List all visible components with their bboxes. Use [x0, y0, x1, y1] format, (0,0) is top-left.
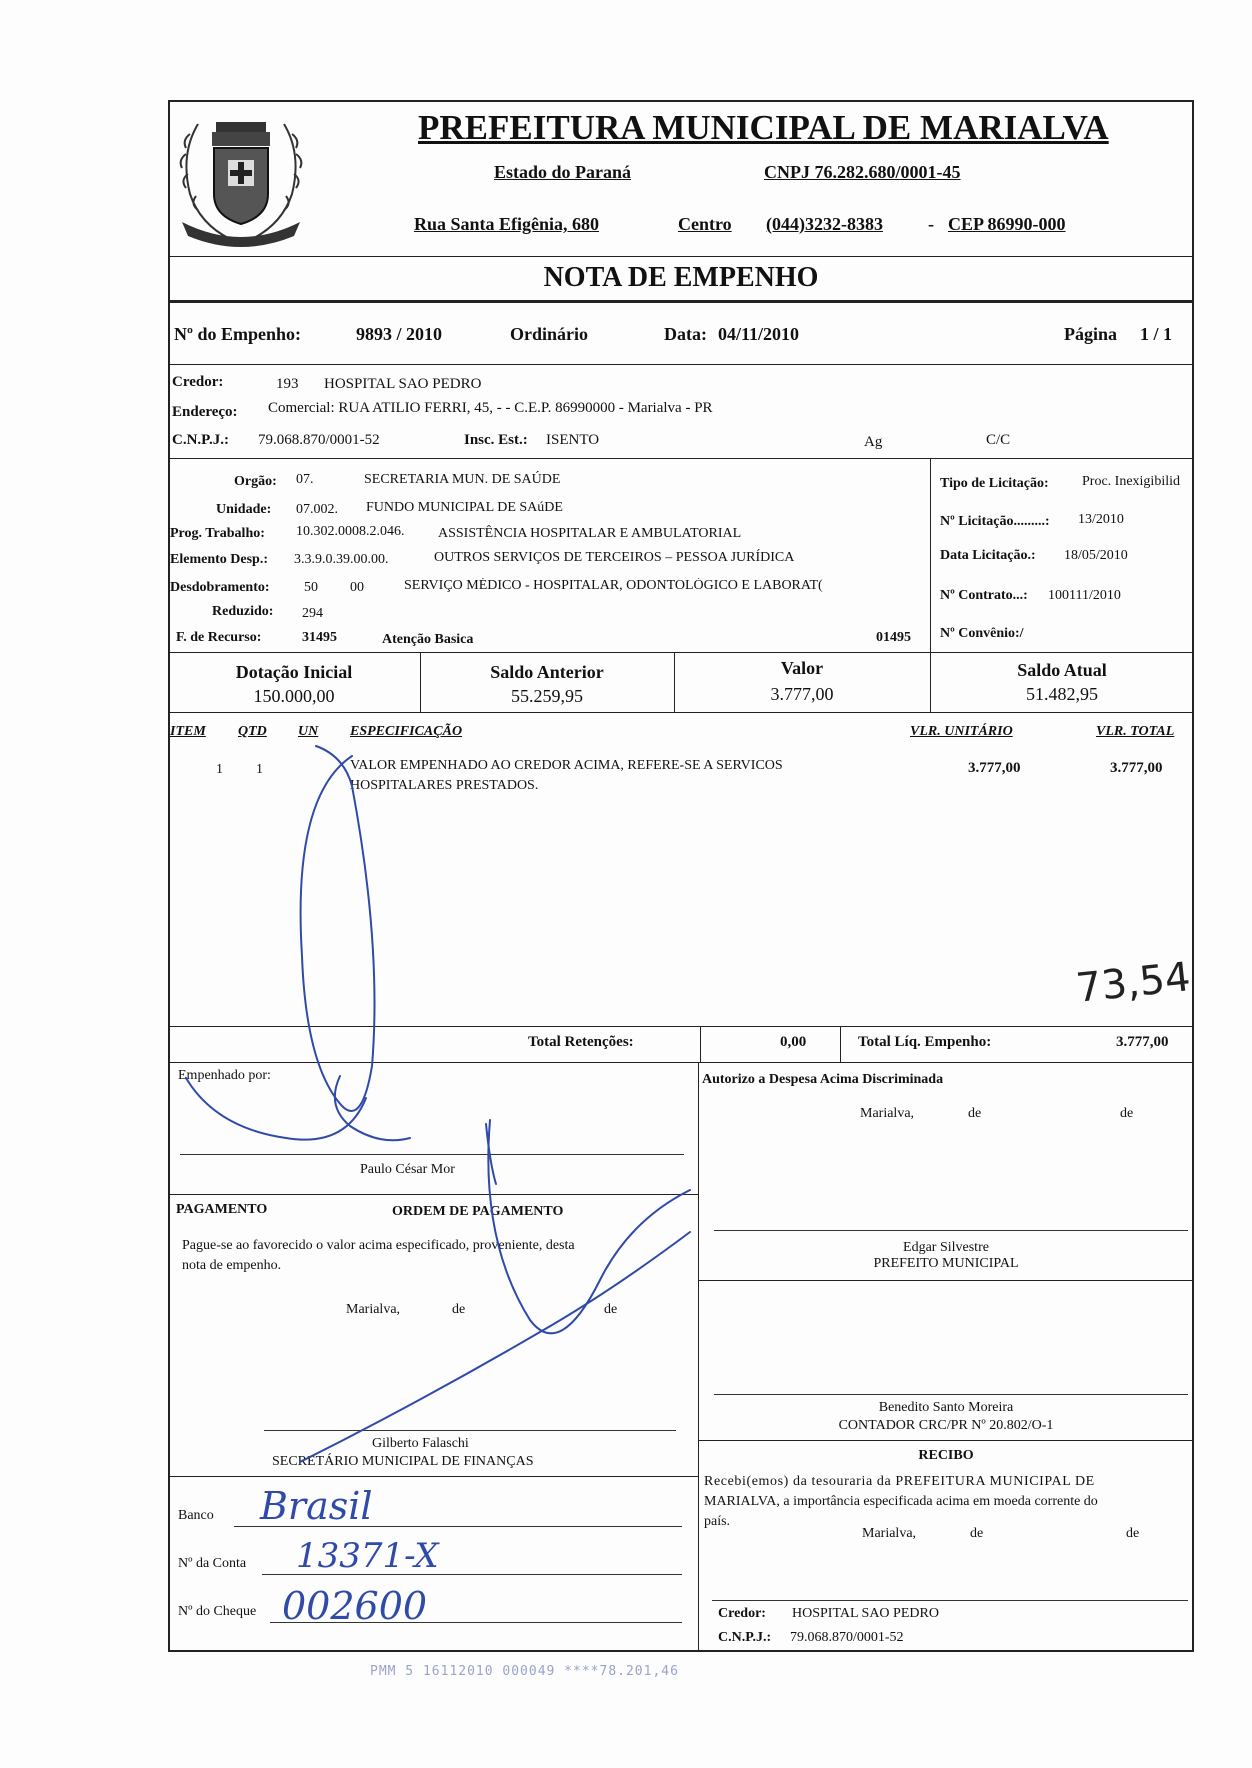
insc-label: Insc. Est.:	[464, 432, 528, 448]
saldo-anterior-value: 55.259,95	[511, 686, 583, 706]
total-liquido-value: 3.777,00	[1116, 1034, 1169, 1050]
prog-name: ASSISTÊNCIA HOSPITALAR E AMBULATORIAL	[438, 526, 742, 541]
recurso-number: 01495	[876, 630, 911, 645]
prog-label: Prog. Trabalho:	[170, 526, 265, 541]
tipo-licitacao-label: Tipo de Licitação:	[940, 476, 1049, 491]
credor-code: 193	[276, 376, 299, 392]
handwritten-cheque: 002600	[282, 1584, 428, 1628]
licitacao-date-label: Data Licitação.:	[940, 548, 1036, 563]
cheque-label: Nº do Cheque	[178, 1604, 257, 1619]
header-title: PREFEITURA MUNICIPAL DE MARIALVA	[418, 108, 1109, 147]
contrato-label: Nº Contrato...:	[940, 588, 1028, 603]
row-vlr-unitario: 3.777,00	[968, 760, 1021, 776]
recibo-cnpj: 79.068.870/0001-52	[790, 1630, 904, 1645]
pagamento-texto-2: nota de empenho.	[182, 1258, 282, 1273]
empenho-date-label: Data:	[664, 324, 707, 344]
recibo-texto-1: Recebi(emos) da tesouraria da PREFEITURA MUNICIPAL DE	[704, 1474, 1095, 1489]
valor-label: Valor	[780, 658, 824, 678]
credor-label: Credor:	[172, 374, 224, 390]
desdob-name: SERVIÇO MÉDICO - HOSPITALAR, ODONTOLÓGICO E LABORAT(	[404, 578, 823, 593]
cc-label: C/C	[986, 432, 1011, 448]
credor-name: HOSPITAL SAO PEDRO	[324, 376, 482, 392]
desdob-b: 00	[350, 580, 364, 595]
empenho-label: Nº do Empenho:	[174, 324, 301, 344]
convenio-label: Nº Convênio:/	[940, 626, 1024, 641]
pagamento-label: PAGAMENTO	[176, 1202, 268, 1217]
row-item: 1	[216, 762, 223, 777]
saldo-atual-value: 51.482,95	[1026, 684, 1098, 704]
contador-cargo: CONTADOR CRC/PR Nº 20.802/O-1	[838, 1418, 1054, 1433]
recibo-credor: HOSPITAL SAO PEDRO	[792, 1606, 939, 1621]
contrato-number: 100111/2010	[1048, 588, 1121, 603]
orgao-name: SECRETARIA MUN. DE SAÚDE	[364, 472, 561, 487]
prefeito-cargo: PREFEITO MUNICIPAL	[873, 1256, 1019, 1271]
recibo-texto-3: país.	[704, 1514, 731, 1529]
row-espec-line2: HOSPITALARES PRESTADOS.	[350, 778, 539, 793]
autorizo-local: Marialva,	[860, 1106, 915, 1121]
dotacao-inicial-value: 150.000,00	[253, 686, 335, 706]
header-estado: Estado do Paraná	[494, 162, 632, 182]
recibo-label: RECIBO	[918, 1448, 974, 1463]
desdob-label: Desdobramento:	[170, 580, 270, 595]
row-espec-line1: VALOR EMPENHADO AO CREDOR ACIMA, REFERE-SE A SERVICOS	[350, 758, 783, 773]
credor-cnpj: 79.068.870/0001-52	[258, 432, 380, 448]
recurso-label: F. de Recurso:	[176, 630, 262, 645]
total-liquido-label: Total Líq. Empenho:	[858, 1034, 992, 1050]
recibo-de-2: de	[1126, 1526, 1140, 1541]
pagamento-de-2: de	[604, 1302, 618, 1317]
tipo-licitacao: Proc. Inexigibilid	[1082, 474, 1180, 489]
orgao-label: Orgão:	[234, 474, 277, 489]
col-qtd: QTD	[238, 724, 267, 739]
row-vlr-total: 3.777,00	[1110, 760, 1163, 776]
reduzido-label: Reduzido:	[212, 604, 274, 619]
page-number: 1 / 1	[1140, 324, 1173, 344]
header-cnpj: CNPJ 76.282.680/0001-45	[764, 162, 961, 182]
header-separator: -	[928, 214, 934, 234]
pagamento-texto-1: Pague-se ao favorecido o valor acima especificado, proveniente, desta	[182, 1238, 575, 1253]
header-telefone: (044)3232-8383	[766, 214, 883, 234]
col-item: ITEM	[170, 724, 206, 739]
pagamento-local: Marialva,	[346, 1302, 401, 1317]
handwritten-conta: 13371-X	[296, 1536, 439, 1576]
recurso-name: Atenção Basica	[382, 632, 474, 647]
recibo-credor-label: Credor:	[718, 1606, 766, 1621]
recibo-texto-2: MARIALVA, a importância especificada acima em moeda corrente do	[704, 1494, 1098, 1509]
secretario-cargo: SECRETÁRIO MUNICIPAL DE FINANÇAS	[272, 1454, 534, 1469]
licitacao-number-label: Nº Licitação.........:	[940, 514, 1050, 529]
licitacao-number: 13/2010	[1078, 512, 1124, 527]
conta-label: Nº da Conta	[178, 1556, 247, 1571]
unidade-label: Unidade:	[216, 502, 272, 517]
banco-label: Banco	[178, 1508, 214, 1523]
elemento-label: Elemento Desp.:	[170, 552, 268, 567]
handwritten-note-value: 73,54	[1073, 954, 1193, 1012]
empenho-number: 9893 / 2010	[356, 324, 443, 344]
valor-value: 3.777,00	[770, 684, 834, 704]
ag-label: Ag	[864, 434, 883, 450]
licitacao-date: 18/05/2010	[1064, 548, 1128, 563]
total-retencoes-value: 0,00	[780, 1034, 807, 1050]
credor-cnpj-label: C.N.P.J.:	[172, 432, 229, 448]
bank-stamp: PMM 5 16112010 000049 ****78.201,46	[370, 1664, 679, 1679]
total-retencoes-label: Total Retenções:	[528, 1034, 634, 1050]
orgao-code: 07.	[296, 472, 314, 487]
col-un: UN	[298, 724, 319, 739]
coat-of-arms-icon	[168, 104, 314, 254]
endereco-label: Endereço:	[172, 404, 238, 420]
ordem-pagamento-label: ORDEM DE PAGAMENTO	[392, 1204, 564, 1219]
contador-nome: Benedito Santo Moreira	[878, 1400, 1014, 1415]
autorizo-de-2: de	[1120, 1106, 1134, 1121]
empenhado-nome: Paulo César Mor	[360, 1162, 455, 1177]
dotacao-inicial-label: Dotação Inicial	[235, 662, 353, 682]
empenho-date: 04/11/2010	[718, 324, 800, 344]
recibo-cnpj-label: C.N.P.J.:	[718, 1630, 772, 1645]
reduzido-value: 294	[302, 606, 323, 621]
saldo-atual-label: Saldo Atual	[1017, 660, 1107, 680]
empenho-type: Ordinário	[510, 324, 589, 344]
doc-title: NOTA DE EMPENHO	[543, 262, 819, 293]
autorizo-label: Autorizo a Despesa Acima Discriminada	[702, 1072, 944, 1087]
col-vlr-unitario: VLR. UNITÁRIO	[910, 724, 1013, 739]
header-bairro: Centro	[678, 214, 732, 234]
recibo-local: Marialva,	[862, 1526, 917, 1541]
header-endereco: Rua Santa Efigênia, 680	[414, 214, 600, 234]
prog-code: 10.302.0008.2.046.	[296, 524, 405, 539]
desdob-a: 50	[304, 580, 318, 595]
empenhado-label: Empenhado por:	[178, 1068, 271, 1083]
unidade-name: FUNDO MUNICIPAL DE SAúDE	[366, 500, 563, 515]
unidade-code: 07.002.	[296, 502, 338, 517]
recurso-code: 31495	[302, 630, 337, 645]
row-qtd: 1	[256, 762, 263, 777]
col-especificacao: ESPECIFICAÇÃO	[350, 724, 463, 739]
handwritten-banco: Brasil	[260, 1484, 373, 1528]
elemento-code: 3.3.9.0.39.00.00.	[294, 552, 389, 567]
pagamento-de-1: de	[452, 1302, 466, 1317]
elemento-name: OUTROS SERVIÇOS DE TERCEIROS – PESSOA JURÍDICA	[434, 550, 795, 565]
page-label: Página	[1064, 324, 1118, 344]
autorizo-de-1: de	[968, 1106, 982, 1121]
col-vlr-total: VLR. TOTAL	[1096, 724, 1175, 739]
secretario-nome: Gilberto Falaschi	[372, 1436, 469, 1451]
header-cep: CEP 86990-000	[948, 214, 1066, 234]
insc-value: ISENTO	[546, 432, 600, 448]
prefeito-nome: Edgar Silvestre	[903, 1240, 989, 1255]
saldo-anterior-label: Saldo Anterior	[490, 662, 604, 682]
recibo-de-1: de	[970, 1526, 984, 1541]
credor-endereco: Comercial: RUA ATILIO FERRI, 45, - - C.E.P. 86990000 - Marialva - PR	[268, 400, 713, 416]
